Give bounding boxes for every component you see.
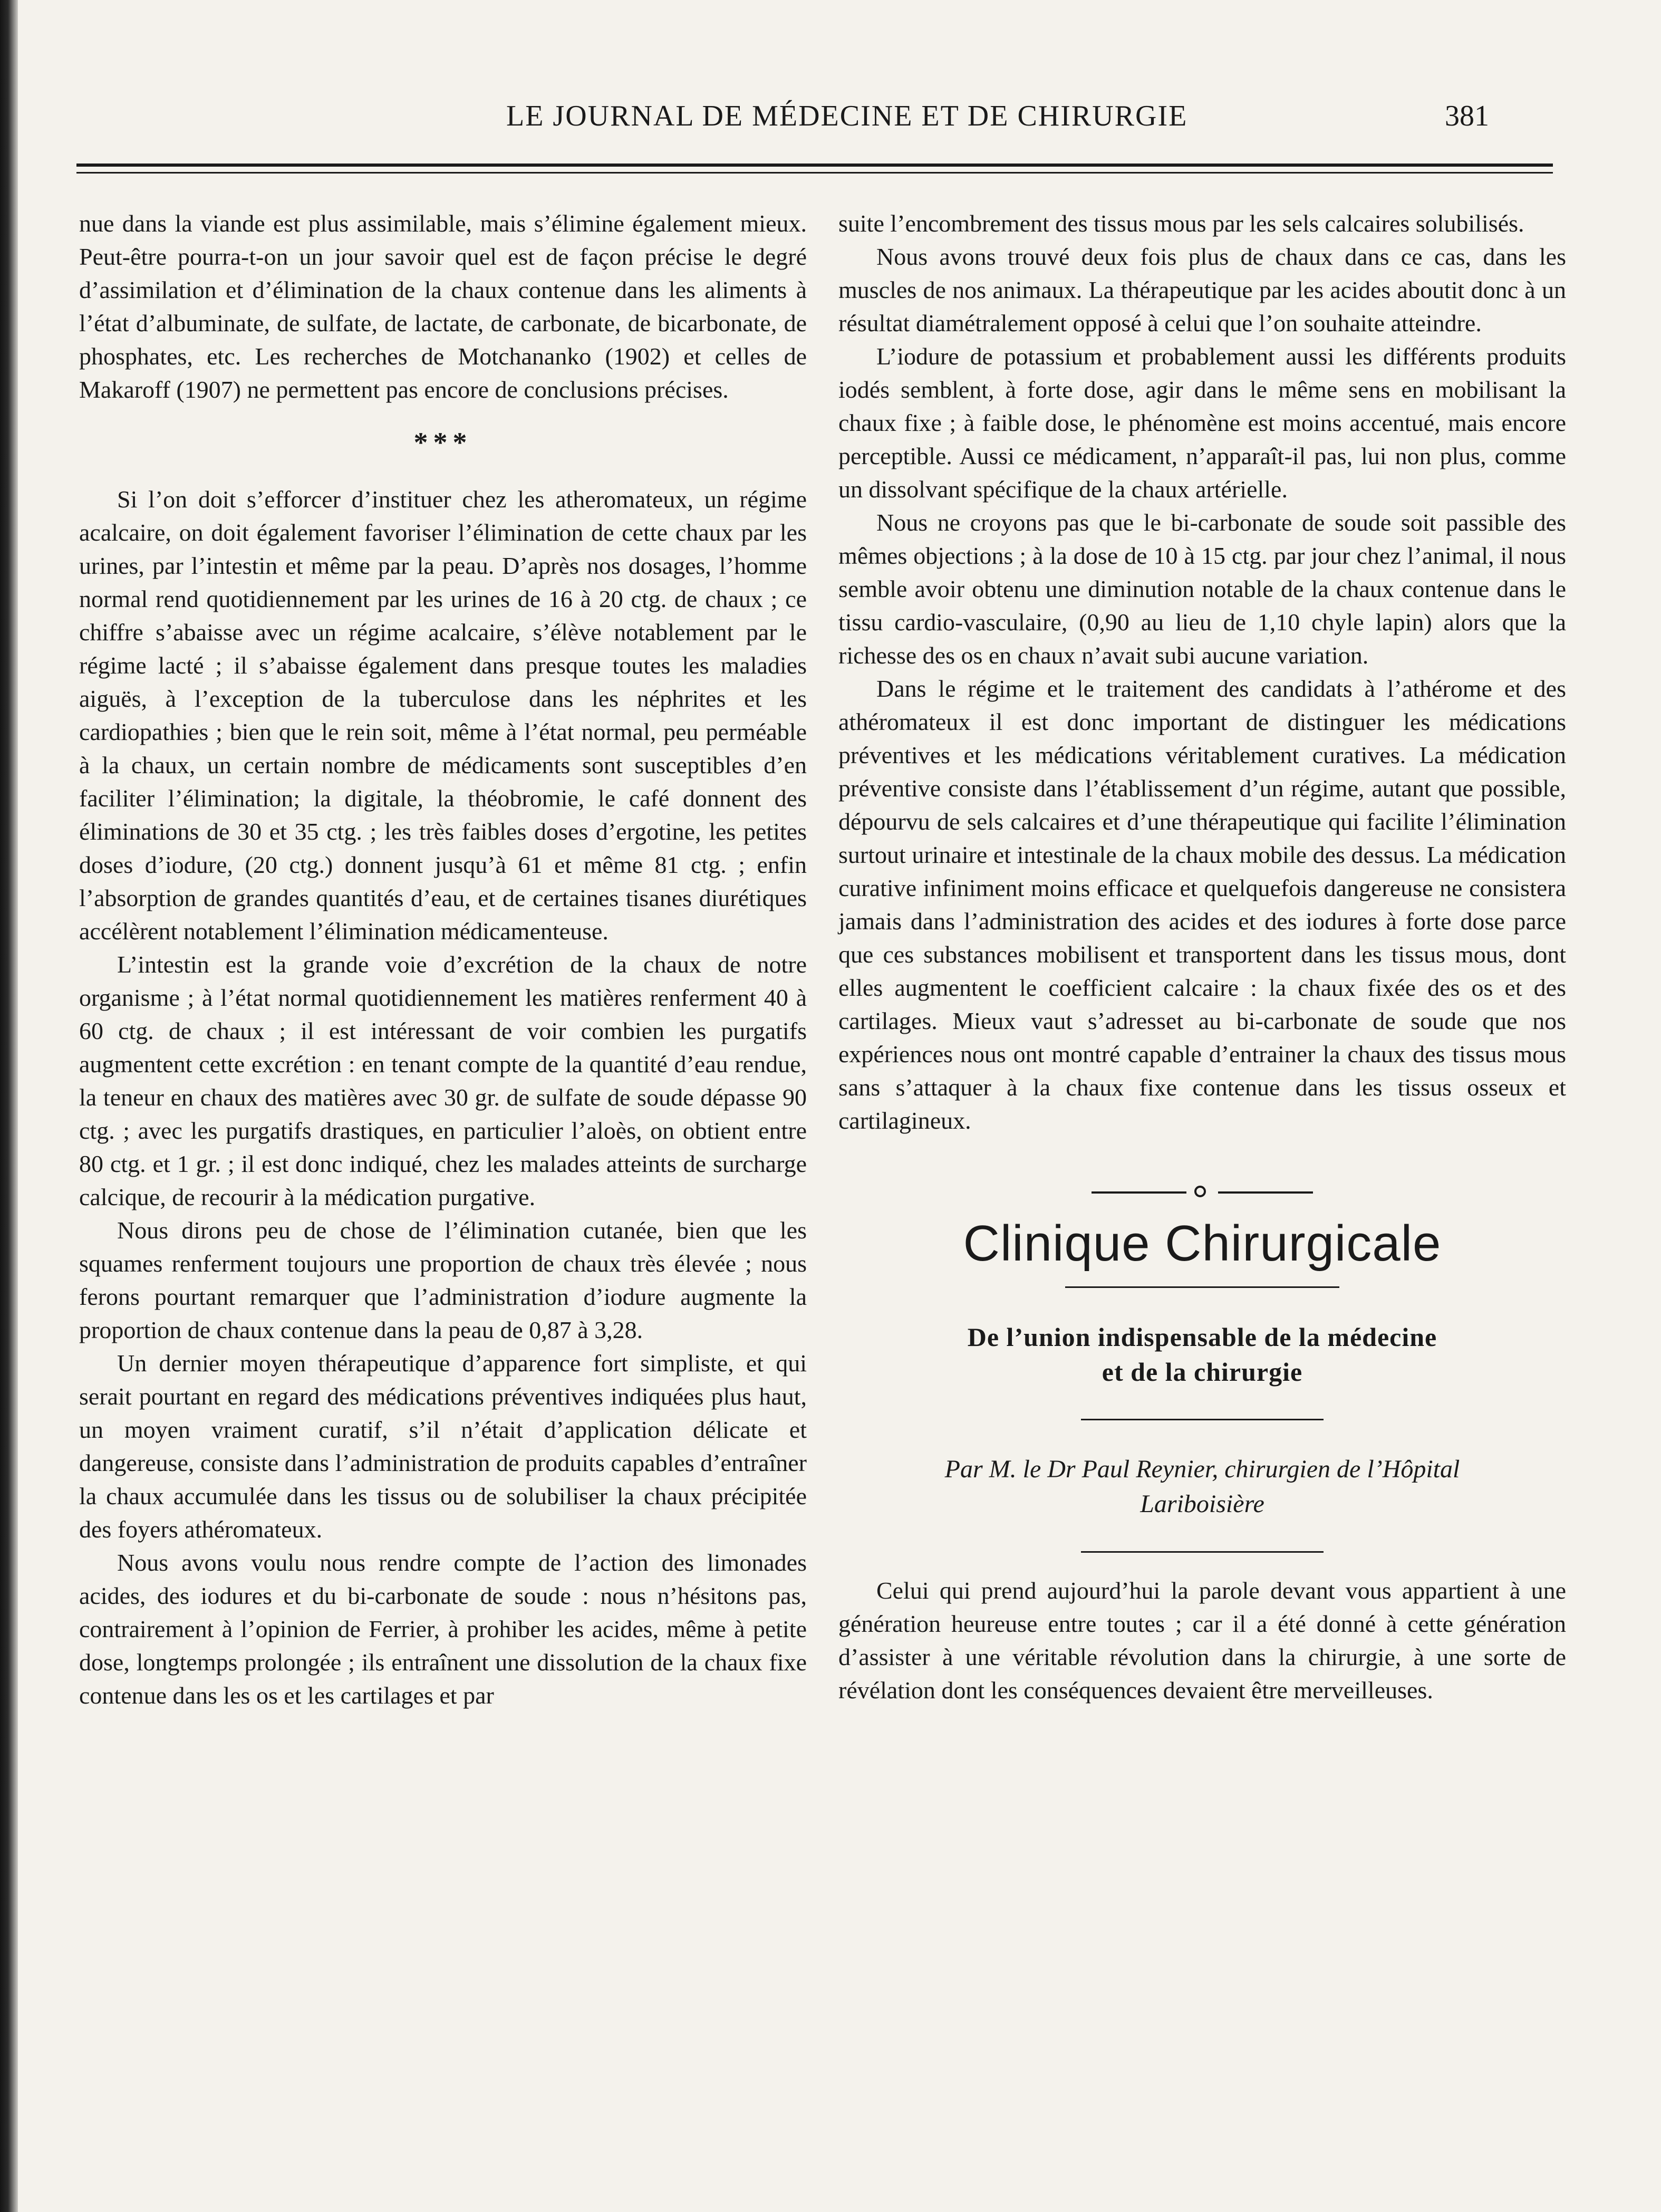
page-number: 381 <box>1445 100 1489 132</box>
paragraph: Dans le régime et le traitement des candidats à l’athérome et des athéromateux il est donc important de distinguer les médications préventives et les médications véritablement curatives. La médication préventive consiste dans l’établissement d’un régime, autant que possible, dépourvu de sels calcaires et d’une thérapeutique qui facilite l’élimination surtout urinaire et intestinale de la chaux mobile des dessus. La médication curative infiniment moins efficace et quelquefois dangereuse ne consistera jamais dans l’administration des acides et des iodures à forte dose parce que ces substances mobilisent et transportent dans les tissus mous, dont elles augmentent le coefficient calcaire : la chaux fixée des os et des cartilages. Mieux vaut s’adresset au bi-carbonate de soude que nos expériences nous ont montré capable d’entrainer la chaux des tissus mous sans s’attaquer à la chaux fixe contenue dans les tissus osseux et cartilagineux. <box>838 675 1566 1134</box>
article-title-line: et de la chirurgie <box>1102 1357 1303 1387</box>
byline-line: Par M. le Dr Paul Reynier, chirurgien de l’Hôpital <box>944 1455 1460 1483</box>
paragraph: Nous avons trouvé deux fois plus de chaux dans ce cas, dans les muscles de nos animaux. La thérapeutique par les acides aboutit donc à un résultat diamétralement opposé à celui que l’on souhaite atteindre. <box>838 243 1566 336</box>
article-title-line: De l’union indispensable de la médecine <box>967 1322 1437 1352</box>
paragraph: Nous dirons peu de chose de l’élimination cutanée, bien que les squames renferment toujours une proportion de chaux très élevée ; nous ferons pourtant remarquer que l’administration d’iodure augmente la proportion de chaux contenue dans la peau de 0,87 à 3,28. <box>79 1217 807 1343</box>
section-title: Clinique Chirurgicale <box>963 1215 1442 1272</box>
paragraph: L’iodure de potassium et probablement aussi les différents produits iodés semblent, à forte dose, agir dans le même sens en mobilisant la chaux fixe ; à faible dose, le phénomène est moins accentué, mais encore perceptible. Aussi ce médicament, n’apparaît-il pas, lui non plus, comme un dissolvant spécifique de la chaux artérielle. <box>838 343 1566 503</box>
section-divider <box>1092 1185 1313 1199</box>
article-title-rule <box>1081 1419 1324 1420</box>
byline-rule <box>1081 1551 1324 1553</box>
divider-line-right <box>1218 1191 1313 1194</box>
section-title-rule <box>1065 1286 1339 1288</box>
header-rule-top <box>76 164 1553 167</box>
scan-left-edge <box>0 0 18 2212</box>
paragraph: Celui qui prend aujourd’hui la parole devant vous appartient à une génération heureuse entre toutes ; car il a été donné à cette génération d’assister à une véritable révolution dans la chirurgie, à une sorte de révélation dont les conséquences devaient être merveilleuses. <box>838 1577 1566 1704</box>
paragraph: Nous avons voulu nous rendre compte de l’action des limonades acides, des iodures et du bi-carbonate de soude : nous n’hésitons pas, contrairement à l’opinion de Ferrier, à prohiber les acides, même à petite dose, longtemps prolongée ; ils entraînent une dissolution de la chaux fixe contenue dans les os et les cartilages et par <box>79 1549 807 1709</box>
header-rule-bottom <box>76 172 1553 174</box>
divider-line-left <box>1092 1191 1186 1194</box>
paragraph: Si l’on doit s’efforcer d’instituer chez les atheromateux, un régime acalcaire, on doit également favoriser l’élimination de cette chaux par les urines, par l’intestin et même par la peau. D’après nos dosages, l’homme normal rend quotidiennement par les urines de 16 à 20 ctg. de chaux ; ce chiffre s’abaisse avec un régime acalcaire, s’élève notablement par le régime lacté ; il s’abaisse également dans presque toutes les maladies aiguës, à l’exception de la tuberculose dans les néphrites et les cardiopathies ; bien que le rein soit, même à l’état normal, peu perméable à la chaux, un certain nombre de médicaments sont susceptibles d’en faciliter l’élimination; la digitale, la théobromie, le café donnent des éliminations de 30 et 35 ctg. ; les très faibles doses d’ergotine, les petites doses d’iodure, (20 ctg.) donnent jusqu’à 61 et même 81 ctg. ; enfin l’absorption de grandes quantités d’eau, et de certaines tisanes diurétiques accélèrent notablement l’élimination médicamenteuse. <box>79 486 807 945</box>
paragraph: Nous ne croyons pas que le bi-carbonate de soude soit passible des mêmes objections ; à la dose de 10 à 15 ctg. par jour chez l’animal, il nous semble avoir obtenu une diminution notable de la chaux contenue dans le tissu cardio-vasculaire, (0,90 au lieu de 1,10 chyle lapin) alors que la richesse des os en chaux n’avait subi aucune variation. <box>838 509 1566 669</box>
section-separator-stars: *** <box>413 427 472 458</box>
right-column <box>838 207 1566 1707</box>
paragraph: Un dernier moyen thérapeutique d’apparence fort simpliste, et qui serait pourtant en regard des médications préventives indiquées plus haut, un moyen vraiment curatif, s’il n’était d’application délicate et dangereuse, consiste dans l’administration de produits capables d’entraîner la chaux accumulée dans les tissus ou de solubiliser la chaux précipitée des foyers athéromateux. <box>79 1350 807 1543</box>
article-title <box>838 1320 1566 1389</box>
paragraph: L’intestin est la grande voie d’excrétion de la chaux de notre organisme ; à l’état normal quotidiennement les matières renferment 40 à 60 ctg. de chaux ; il est intéressant de voir combien les purgatifs augmentent cette excrétion : en tenant compte de la quantité d’eau rendue, la teneur en chaux des matières avec 30 gr. de sulfate de soude dépasse 90 ctg. ; avec les purgatifs drastiques, en particulier l’aloès, on obtient entre 80 ctg. et 1 gr. ; il est donc indiqué, chez les malades atteints de surcharge calcique, de recourir à la médication purgative. <box>79 951 807 1210</box>
left-column <box>79 207 807 1712</box>
divider-circle-icon <box>1194 1186 1206 1197</box>
article-byline <box>838 1452 1566 1522</box>
paragraph: nue dans la viande est plus assimilable, mais s’élimine également mieux. Peut-être pourra-t-on un jour savoir quel est de façon précise le degré d’assimilation et d’élimination de la chaux contenue dans les aliments à l’état d’albuminate, de sulfate, de lactate, de carbonate, de bicarbonate, de phosphates, etc. Les recherches de Motchananko (1902) et celles de Makaroff (1907) ne permettent pas encore de conclusions précises. <box>79 210 807 403</box>
byline-line: Lariboisière <box>1140 1490 1264 1518</box>
paragraph: suite l’encombrement des tissus mous par les sels calcaires solubilisés. <box>838 210 1524 237</box>
running-header-title: LE JOURNAL DE MÉDECINE ET DE CHIRURGIE <box>506 100 1188 132</box>
